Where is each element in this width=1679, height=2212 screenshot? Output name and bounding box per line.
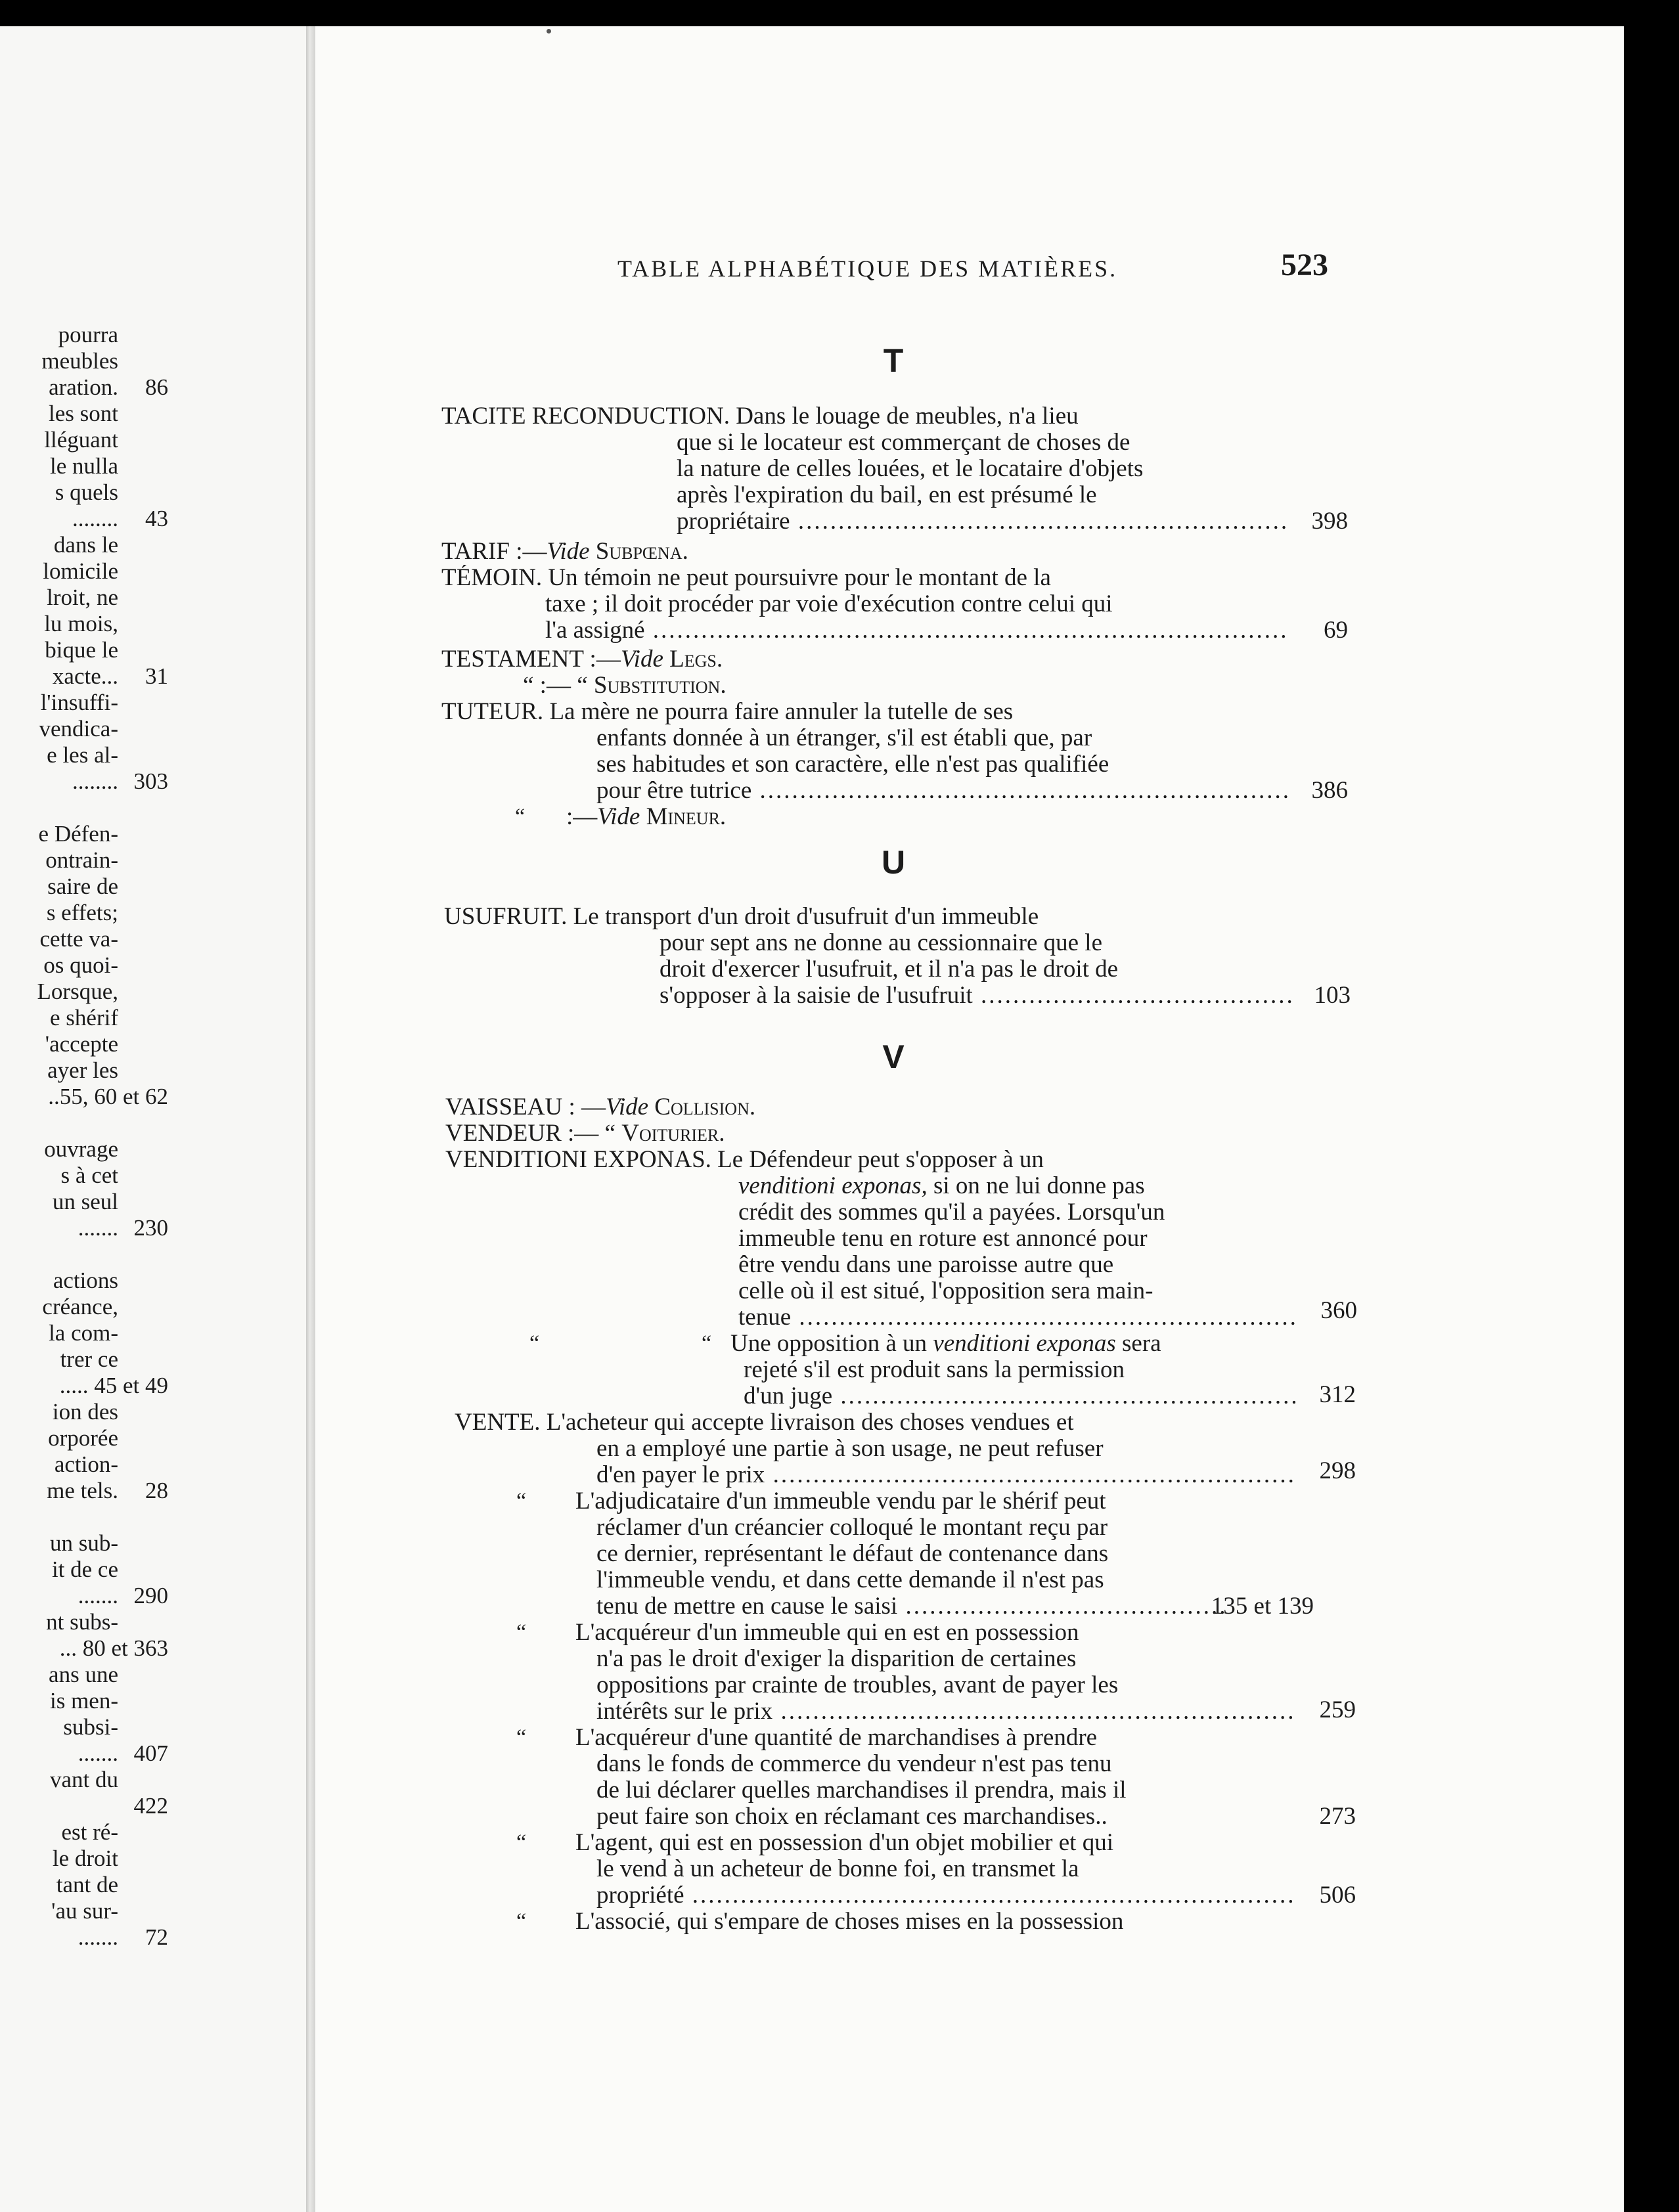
vente-sub-1-line-4: l'immeuble vendu, et dans cette demande il n'est pas bbox=[596, 1567, 1104, 1593]
left-fragment-text: ayer les bbox=[47, 1057, 118, 1083]
ditto-mark: “ bbox=[516, 1620, 527, 1645]
vente-sub-1-line-2: réclamer d'un créancier colloqué le montant reçu par bbox=[596, 1515, 1108, 1541]
entry-usufruit-line-4 bbox=[660, 983, 1291, 1009]
italic-term: venditioni exponas, bbox=[738, 1173, 928, 1199]
left-fragment-text: orporée bbox=[48, 1425, 118, 1451]
entry-head: TACITE RECONDUCTION. bbox=[441, 403, 730, 430]
left-fragment-text: lléguant bbox=[44, 427, 118, 453]
entry-venditioni-line-1 bbox=[445, 1147, 1044, 1173]
entry-temoin-line-3 bbox=[545, 617, 1289, 644]
vide-label: Vide bbox=[547, 539, 590, 565]
left-fragment-text: ontrain- bbox=[45, 847, 118, 873]
entry-text: L'acheteur qui accepte livraison des choses vendues et bbox=[546, 1409, 1074, 1436]
vente-sub-1-line-1: L'adjudicataire d'un immeuble vendu par le shérif peut bbox=[575, 1488, 1106, 1515]
entry-temoin-line-1 bbox=[441, 565, 1051, 591]
left-fragment-text: vendica- bbox=[39, 716, 118, 741]
left-fragment-text: lomicile bbox=[43, 558, 118, 584]
entry-tuteur-line-4 bbox=[596, 778, 1289, 804]
entry-venditioni-line-5: être vendu dans une paroisse autre que bbox=[738, 1252, 1114, 1278]
entry-tacite-line-5 bbox=[677, 508, 1289, 535]
left-fragment-text: le nulla bbox=[50, 453, 118, 479]
cross-reference: Substitution. bbox=[593, 673, 727, 699]
left-fragment-text: it de ce bbox=[51, 1557, 118, 1582]
entry-testament bbox=[441, 646, 723, 673]
vente-sub-2-line-1: L'acquéreur d'un immeuble qui en est en possession bbox=[575, 1620, 1079, 1646]
vente-sub-3-line-4: peut faire son choix en réclamant ces marchandises.. bbox=[596, 1803, 1108, 1830]
section-letter-t: T bbox=[883, 342, 904, 379]
entry-sep: : — bbox=[562, 1094, 606, 1120]
vente-sub-3-line-1: L'acquéreur d'une quantité de marchandises à prendre bbox=[575, 1725, 1098, 1751]
page-gutter bbox=[306, 26, 315, 2212]
cross-reference: Subpœna. bbox=[595, 539, 688, 565]
left-fragment-text: ........ bbox=[72, 768, 118, 794]
left-fragment-text: dans le bbox=[53, 532, 118, 558]
scan-border-right bbox=[1624, 26, 1679, 2212]
left-fragment-text: lu mois, bbox=[44, 611, 118, 636]
entry-venditioni-line-4: immeuble tenu en roture est annoncé pour bbox=[738, 1226, 1148, 1252]
left-fragment-text: meubles bbox=[41, 348, 118, 374]
entry-sep: :— “ bbox=[561, 1120, 616, 1147]
leader-text: tenue ..... bbox=[738, 1304, 1297, 1331]
entry-tuteur-line-2: enfants donnée à un étranger, s'il est établi que, par bbox=[596, 725, 1092, 751]
left-fragment-text: bique le bbox=[45, 637, 118, 663]
left-fragment-text: 'au sur- bbox=[51, 1898, 118, 1924]
left-fragment-text: ....... bbox=[78, 1215, 118, 1241]
left-fragment-text: un sub- bbox=[49, 1530, 118, 1556]
ditto-mark: “ bbox=[702, 1331, 712, 1356]
entry-temoin-line-2: taxe ; il doit procéder par voie d'exécution contre celui qui bbox=[545, 591, 1113, 617]
left-fragment-text: ans une bbox=[49, 1662, 118, 1687]
entry-text: si on ne lui donne pas bbox=[927, 1173, 1145, 1199]
vente-sub-4-line-2: le vend à un acheteur de bonne foi, en transmet la bbox=[596, 1856, 1079, 1882]
entry-tuteur-line-3: ses habitudes et son caractère, elle n'est pas qualifiée bbox=[596, 751, 1109, 778]
cross-reference: Collision. bbox=[654, 1094, 756, 1120]
vente-sub-1-line-3: ce dernier, représentant le défaut de contenance dans bbox=[596, 1541, 1109, 1567]
entry-tacite-line-3: la nature de celles louées, et le locataire d'objets bbox=[677, 456, 1144, 482]
entry-text: sera bbox=[1115, 1331, 1161, 1357]
entry-temoin-page: 69 bbox=[1324, 617, 1348, 644]
entry-tacite-line-1 bbox=[441, 403, 1079, 430]
entry-venditioni-sub-line-1 bbox=[730, 1331, 1161, 1357]
scan-border-top bbox=[0, 0, 1679, 26]
leader-text: l'a assigné ..... bbox=[545, 617, 1289, 644]
left-fragment-page-ref: 86 bbox=[145, 374, 168, 400]
left-fragment-text: aration. bbox=[49, 374, 118, 400]
entry-head: TESTAMENT bbox=[441, 646, 584, 673]
entry-tacite-line-4: après l'expiration du bail, en est présumé le bbox=[677, 482, 1097, 508]
left-fragment-page-ref: 28 bbox=[145, 1478, 168, 1503]
speck bbox=[547, 29, 551, 33]
left-fragment-page-ref: 31 bbox=[145, 663, 168, 689]
entry-vente-line-3 bbox=[596, 1462, 1294, 1488]
entry-sep: :— bbox=[583, 646, 621, 673]
left-fragment-page-ref: 72 bbox=[145, 1924, 168, 1950]
page-number: 523 bbox=[1281, 248, 1328, 282]
left-fragment-text: lroit, ne bbox=[47, 585, 118, 610]
left-fragment-text: la com- bbox=[49, 1320, 118, 1346]
leader-text: d'un juge ..... bbox=[744, 1383, 1295, 1409]
vide-label: Vide bbox=[605, 1094, 649, 1120]
entry-usufruit-line-1 bbox=[444, 904, 1039, 930]
ditto-mark: “ bbox=[529, 1331, 540, 1356]
entry-usufruit-line-2: pour sept ans ne donne au cessionnaire que le bbox=[660, 930, 1103, 956]
left-fragment-text: ........ bbox=[72, 506, 118, 531]
left-fragment-text: e Défen- bbox=[38, 821, 118, 847]
left-fragment-page-ref: 230 bbox=[133, 1215, 168, 1241]
entry-venditioni-line-7 bbox=[738, 1304, 1297, 1331]
entry-text: La mère ne pourra faire annuler la tutelle de ses bbox=[549, 699, 1014, 725]
vente-sub-2-line-4 bbox=[596, 1698, 1294, 1725]
left-fragment-text: s effets; bbox=[46, 900, 118, 925]
left-fragment-page-ref: 303 bbox=[133, 768, 168, 794]
vente-sub-4-line-1: L'agent, qui est en possession d'un objet mobilier et qui bbox=[575, 1830, 1113, 1856]
left-fragment-page-ref: 43 bbox=[145, 506, 168, 531]
entry-head: TÉMOIN. bbox=[441, 565, 543, 591]
entry-vente-page: 298 bbox=[1319, 1457, 1356, 1484]
entry-tuteur-vide bbox=[566, 804, 726, 830]
left-fragment-text: os quoi- bbox=[43, 952, 118, 978]
left-fragment-page-ref: 290 bbox=[133, 1583, 168, 1608]
entry-head: VAISSEAU bbox=[445, 1094, 563, 1120]
leader-text: d'en payer le prix ..... bbox=[596, 1462, 1294, 1488]
vente-sub-4-line-3 bbox=[596, 1882, 1294, 1909]
entry-venditioni-sub-page: 312 bbox=[1319, 1381, 1356, 1408]
entry-vente-line-2: en a employé une partie à son usage, ne peut refuser bbox=[596, 1436, 1104, 1462]
left-fragment-page-ref: ..... 45 et 49 bbox=[59, 1373, 168, 1398]
italic-term: venditioni exponas bbox=[933, 1331, 1116, 1357]
entry-text: Une opposition à un bbox=[730, 1331, 933, 1357]
vide-label: Vide bbox=[620, 646, 663, 673]
left-fragment-text: s quels bbox=[55, 479, 118, 505]
vente-sub-2-line-3: oppositions par crainte de troubles, avant de payer les bbox=[596, 1672, 1119, 1698]
entry-text: Dans le louage de meubles, n'a lieu bbox=[736, 403, 1079, 430]
entry-head: USUFRUIT. bbox=[444, 904, 568, 930]
left-fragment-text: saire de bbox=[47, 874, 118, 899]
entry-vente-line-1 bbox=[455, 1409, 1074, 1436]
left-fragment-text: pourra bbox=[58, 322, 118, 347]
vente-sub-5-line-1: L'associé, qui s'empare de choses mises en la possession bbox=[575, 1909, 1124, 1935]
left-fragment-text: ion des bbox=[52, 1399, 118, 1425]
leader-text: pour être tutrice ..... bbox=[596, 778, 1289, 804]
vide-label: Vide bbox=[597, 804, 640, 830]
entry-head: TUTEUR. bbox=[441, 699, 544, 725]
entry-tacite-line-2: que si le locateur est commerçant de choses de bbox=[677, 430, 1131, 456]
entry-tuteur-page: 386 bbox=[1311, 777, 1348, 804]
left-fragment-text: l'insuffi- bbox=[40, 690, 118, 715]
ditto-mark: “ :— “ bbox=[523, 673, 588, 699]
left-fragment-text: e shérif bbox=[50, 1005, 118, 1030]
leader-text: propriétaire ..... bbox=[677, 508, 1289, 535]
entry-venditioni-sub-line-3 bbox=[744, 1383, 1295, 1409]
entry-sep: :— bbox=[566, 804, 598, 830]
left-fragment-page-ref: ... 80 et 363 bbox=[59, 1635, 168, 1661]
entry-vaisseau bbox=[445, 1094, 755, 1120]
entry-usufruit-line-3: droit d'exercer l'usufruit, et il n'a pas le droit de bbox=[660, 956, 1119, 983]
cross-reference: Mineur. bbox=[646, 804, 727, 830]
left-fragment-page-ref: 407 bbox=[133, 1740, 168, 1766]
section-letter-u: U bbox=[881, 844, 906, 881]
entry-venditioni-page: 360 bbox=[1320, 1297, 1357, 1324]
left-fragment-text: créance, bbox=[42, 1294, 118, 1319]
left-fragment-text: nt subs- bbox=[46, 1609, 118, 1635]
leader-text: intérêts sur le prix ..... bbox=[596, 1698, 1294, 1725]
left-fragment-page-ref: 422 bbox=[133, 1793, 168, 1819]
left-fragment-text: xacte... bbox=[52, 663, 118, 689]
entry-sep: :— bbox=[509, 539, 547, 565]
entry-venditioni-line-6: celle où il est situé, l'opposition sera main- bbox=[738, 1278, 1153, 1304]
left-fragment-text: est ré- bbox=[61, 1819, 118, 1845]
left-fragment-text: actions bbox=[53, 1268, 118, 1293]
entry-head: VENDITIONI EXPONAS. bbox=[445, 1147, 711, 1173]
cross-reference: Voiturier. bbox=[621, 1120, 725, 1147]
running-head: TABLE ALPHABÉTIQUE DES MATIÈRES. bbox=[617, 255, 1118, 282]
left-fragment-text: 'accepte bbox=[45, 1031, 118, 1057]
entry-head: TARIF bbox=[441, 539, 510, 565]
leader-text: propriété ..... bbox=[596, 1882, 1294, 1909]
leader-text: s'opposer à la saisie de l'usufruit ..... bbox=[660, 983, 1291, 1009]
section-letter-v: V bbox=[882, 1038, 905, 1075]
left-fragment-text: is men- bbox=[49, 1688, 118, 1714]
left-fragment-page-ref: ..55, 60 et 62 bbox=[48, 1084, 168, 1109]
left-fragment-text: ouvrage bbox=[44, 1136, 118, 1162]
left-fragment-text: les sont bbox=[49, 401, 118, 426]
entry-text: Le transport d'un droit d'usufruit d'un immeuble bbox=[573, 904, 1039, 930]
ditto-mark: “ bbox=[516, 1489, 527, 1513]
ditto-mark: “ bbox=[516, 1725, 527, 1750]
left-fragment-text: trer ce bbox=[60, 1346, 118, 1372]
ditto-mark: “ bbox=[516, 1830, 527, 1855]
entry-head: VENDEUR bbox=[445, 1120, 562, 1147]
left-fragment-text: me tels. bbox=[47, 1478, 118, 1503]
left-fragment-text: tant de bbox=[56, 1872, 118, 1897]
left-fragment-text: ....... bbox=[78, 1924, 118, 1950]
vente-sub-1-line-5 bbox=[596, 1593, 1227, 1620]
entry-tacite-page: 398 bbox=[1311, 508, 1348, 535]
vente-sub-4-page: 506 bbox=[1319, 1882, 1356, 1909]
left-fragment-text: cette va- bbox=[39, 926, 118, 952]
vente-sub-3-line-3: de lui déclarer quelles marchandises il prendra, mais il bbox=[596, 1777, 1127, 1803]
vente-sub-2-line-2: n'a pas le droit d'exiger la disparition de certaines bbox=[596, 1646, 1077, 1672]
left-fragment-text: le droit bbox=[52, 1846, 118, 1871]
entry-text: Le Défendeur peut s'opposer à un bbox=[717, 1147, 1044, 1173]
leader-text: tenu de mettre en cause le saisi ..... bbox=[596, 1593, 1227, 1620]
left-fragment-text: e les al- bbox=[47, 742, 118, 768]
vente-sub-3-page: 273 bbox=[1319, 1803, 1356, 1830]
left-fragment-text: s à cet bbox=[60, 1162, 118, 1188]
entry-text: Un témoin ne peut poursuivre pour le montant de la bbox=[548, 565, 1051, 591]
cross-reference: Legs. bbox=[669, 646, 723, 673]
entry-head: VENTE. bbox=[455, 1409, 541, 1436]
entry-testament-ditto bbox=[523, 673, 727, 699]
entry-venditioni-line-2 bbox=[738, 1173, 1145, 1199]
entry-usufruit-page: 103 bbox=[1314, 982, 1351, 1009]
left-fragment-text: ....... bbox=[78, 1740, 118, 1766]
left-fragment-text: Lorsque, bbox=[37, 979, 118, 1004]
entry-tuteur-line-1 bbox=[441, 699, 1013, 725]
left-fragment-text: subsi- bbox=[63, 1714, 118, 1740]
entry-venditioni-sub-line-2: rejeté s'il est produit sans la permission bbox=[744, 1357, 1125, 1383]
ditto-mark: “ bbox=[516, 1909, 527, 1934]
entry-venditioni-line-3: crédit des sommes qu'il a payées. Lorsqu'un bbox=[738, 1199, 1165, 1226]
left-fragment-text: un seul bbox=[52, 1189, 118, 1214]
vente-sub-3-line-2: dans le fonds de commerce du vendeur n'est pas tenu bbox=[596, 1751, 1112, 1777]
left-fragment-text: ....... bbox=[78, 1583, 118, 1608]
ditto-mark: “ bbox=[515, 805, 526, 829]
left-fragment-text: action- bbox=[54, 1451, 118, 1477]
vente-sub-2-page: 259 bbox=[1319, 1696, 1356, 1723]
entry-vendeur bbox=[445, 1120, 725, 1147]
left-fragment-text: vant du bbox=[49, 1767, 118, 1792]
entry-tarif bbox=[441, 539, 688, 565]
vente-sub-1-page: 135 et 139 bbox=[1211, 1593, 1314, 1620]
